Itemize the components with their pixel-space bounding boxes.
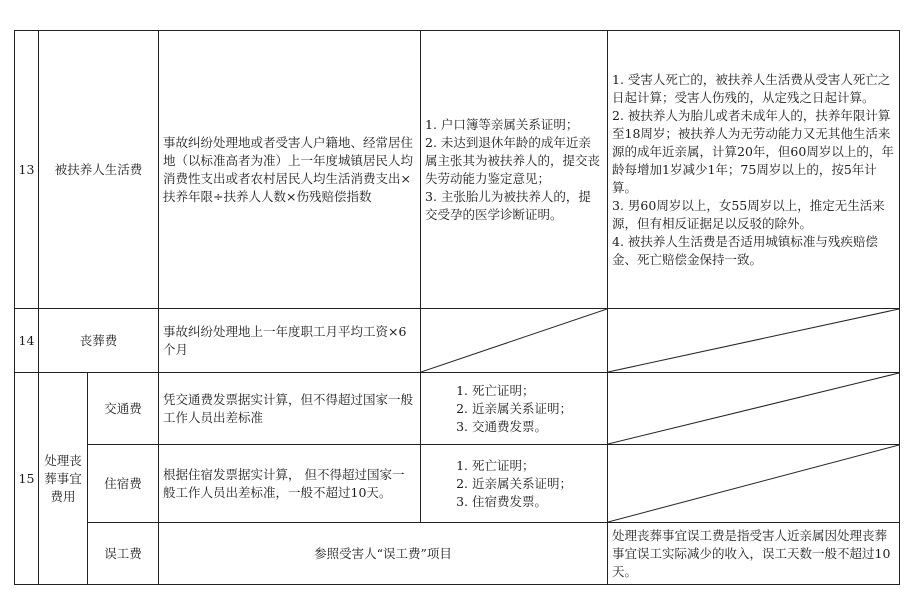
row-number: 14	[15, 309, 39, 373]
sub-item-name: 交通费	[88, 373, 159, 445]
sub-item-name: 误工费	[88, 523, 159, 585]
note-item: 2. 被扶养人为胎儿或者未成年人的，扶养年限计算至18周岁；被扶养人为无劳动能力又无其他生活来源的成年近亲属，计算20年，但60周岁以上的，年龄每增加1岁减少1年；75周岁以上的，按5年计算。	[612, 107, 894, 195]
material-item: 3. 交通费发票。	[456, 418, 547, 434]
table-row-15-lodging	[15, 445, 900, 523]
note-item: 4. 被扶养人生活费是否适用城镇标准与残疾赔偿金、死亡赔偿金保持一致。	[612, 233, 878, 267]
calculation-standard: 根据住宿发票据实计算， 但不得超过国家一般工作人员出差标准，一般不超过10天。	[159, 445, 421, 523]
note-item: 1. 受害人死亡的，被扶养人生活费从受害人死亡之日起计算；受害人伤残的，从定残之日起计算。	[612, 71, 891, 105]
row-number: 15	[15, 373, 39, 585]
notes	[608, 31, 900, 309]
material-item: 3. 主张胎儿为被扶养人的，提交受孕的医学诊断证明。	[425, 188, 591, 222]
sub-item-name: 住宿费	[88, 445, 159, 523]
material-item: 2. 近亲属关系证明；	[456, 475, 572, 491]
calculation-standard: 事故纠纷处理地或者受害人户籍地、经常居住地（以标准高者为准）上一年度城镇居民人均消费性支出或者农村居民人均生活消费支出×扶养年限÷扶养人人数×伤残赔偿指数	[159, 31, 421, 309]
item-name: 处理丧葬事宜费用	[39, 373, 88, 585]
compensation-table	[14, 30, 900, 585]
table-row-15-lost-wages	[15, 523, 900, 585]
required-materials	[421, 31, 608, 309]
table-row-15-transport	[15, 373, 900, 445]
note-item: 3. 男60周岁以上，女55周岁以上，推定无生活来源，但有相反证据足以反驳的除外。	[612, 197, 885, 231]
row-number: 13	[15, 31, 39, 309]
calculation-standard: 凭交通费发票据实计算，但不得超过国家一般工作人员出差标准	[159, 373, 421, 445]
material-item: 1. 死亡证明；	[456, 457, 535, 473]
table-row-13	[15, 31, 900, 309]
material-item: 3. 住宿费发票。	[456, 493, 547, 509]
required-materials	[421, 373, 608, 445]
material-item: 1. 死亡证明；	[456, 382, 535, 398]
empty-cell-diagonal	[608, 309, 900, 373]
calculation-standard: 事故纠纷处理地上一年度职工月平均工资×6个月	[159, 309, 421, 373]
material-item: 2. 未达到退休年龄的成年近亲属主张其为被扶养人的，提交丧失劳动能力鉴定意见；	[425, 134, 601, 186]
item-name: 被扶养人生活费	[39, 31, 159, 309]
calculation-standard: 参照受害人“误工费”项目	[159, 523, 608, 585]
empty-cell-diagonal	[608, 373, 900, 445]
empty-cell-diagonal	[421, 309, 608, 373]
notes: 处理丧葬事宜误工费是指受害人近亲属因处理丧葬事宜误工实际减少的收入，误工天数一般不超过10天。	[608, 523, 900, 585]
material-item: 1. 户口簿等亲属关系证明；	[425, 116, 579, 132]
required-materials	[421, 445, 608, 523]
material-item: 2. 近亲属关系证明；	[456, 400, 572, 416]
table-row-14	[15, 309, 900, 373]
empty-cell-diagonal	[608, 445, 900, 523]
item-name: 丧葬费	[39, 309, 159, 373]
